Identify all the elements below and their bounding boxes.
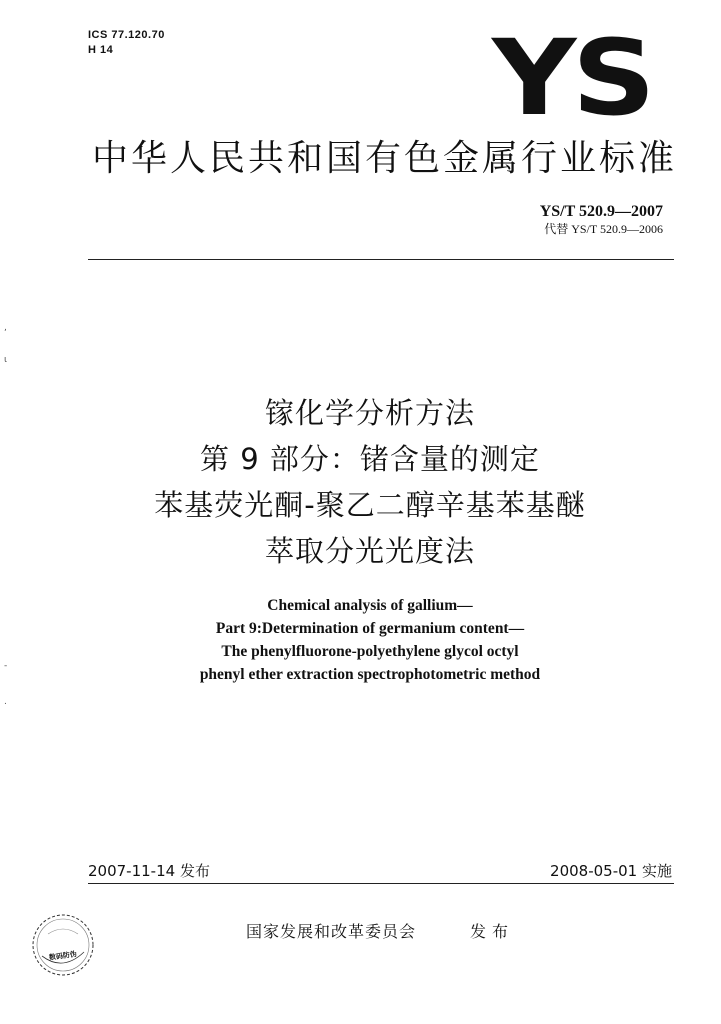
scan-mark: , [4, 323, 7, 333]
anti-counterfeit-seal-icon [30, 912, 96, 978]
english-title-line: Part 9:Determination of germanium content— [215, 620, 525, 637]
english-title-line: Chemical analysis of gallium— [267, 597, 473, 614]
scan-mark: ι [4, 355, 8, 365]
english-title-line: The phenylfluorone-polyethylene glycol octyl [221, 643, 519, 660]
chinese-title [60, 390, 680, 574]
chinese-title-line: 第 9 部分：锗含量的测定 [200, 442, 540, 476]
classification-codes [88, 28, 165, 58]
standard-category-title: 中华人民共和国有色金属行业标准 [92, 138, 678, 179]
header-divider [88, 259, 674, 260]
footer-divider [88, 883, 674, 884]
standard-code-block [540, 203, 663, 237]
ics-code: ICS 77.120.70 [88, 29, 165, 41]
chinese-title-line: 苯基荧光酮-聚乙二醇辛基苯基醚 [154, 488, 586, 522]
scan-mark: - [4, 661, 8, 671]
scan-mark: . [4, 697, 7, 707]
issue-action: 发布 [470, 922, 515, 941]
implementation-date: 2008-05-01 实施 [550, 862, 672, 880]
replaces-standard: 代替 YS/T 520.9—2006 [544, 222, 663, 236]
english-title [60, 594, 680, 686]
issuing-authority: 国家发展和改革委员会 [246, 922, 417, 941]
chinese-title-line: 萃取分光光度法 [264, 534, 475, 568]
issue-date: 2007-11-14 发布 [88, 862, 210, 880]
standard-code: YS/T 520.9—2007 [539, 203, 663, 220]
seal-text: 数码防伪 [48, 950, 78, 962]
english-title-line: phenyl ether extraction spectrophotometric method [199, 666, 541, 683]
ccs-code: H 14 [88, 44, 114, 56]
ys-logo: YS [492, 17, 652, 139]
chinese-title-line: 镓化学分析方法 [264, 396, 475, 430]
